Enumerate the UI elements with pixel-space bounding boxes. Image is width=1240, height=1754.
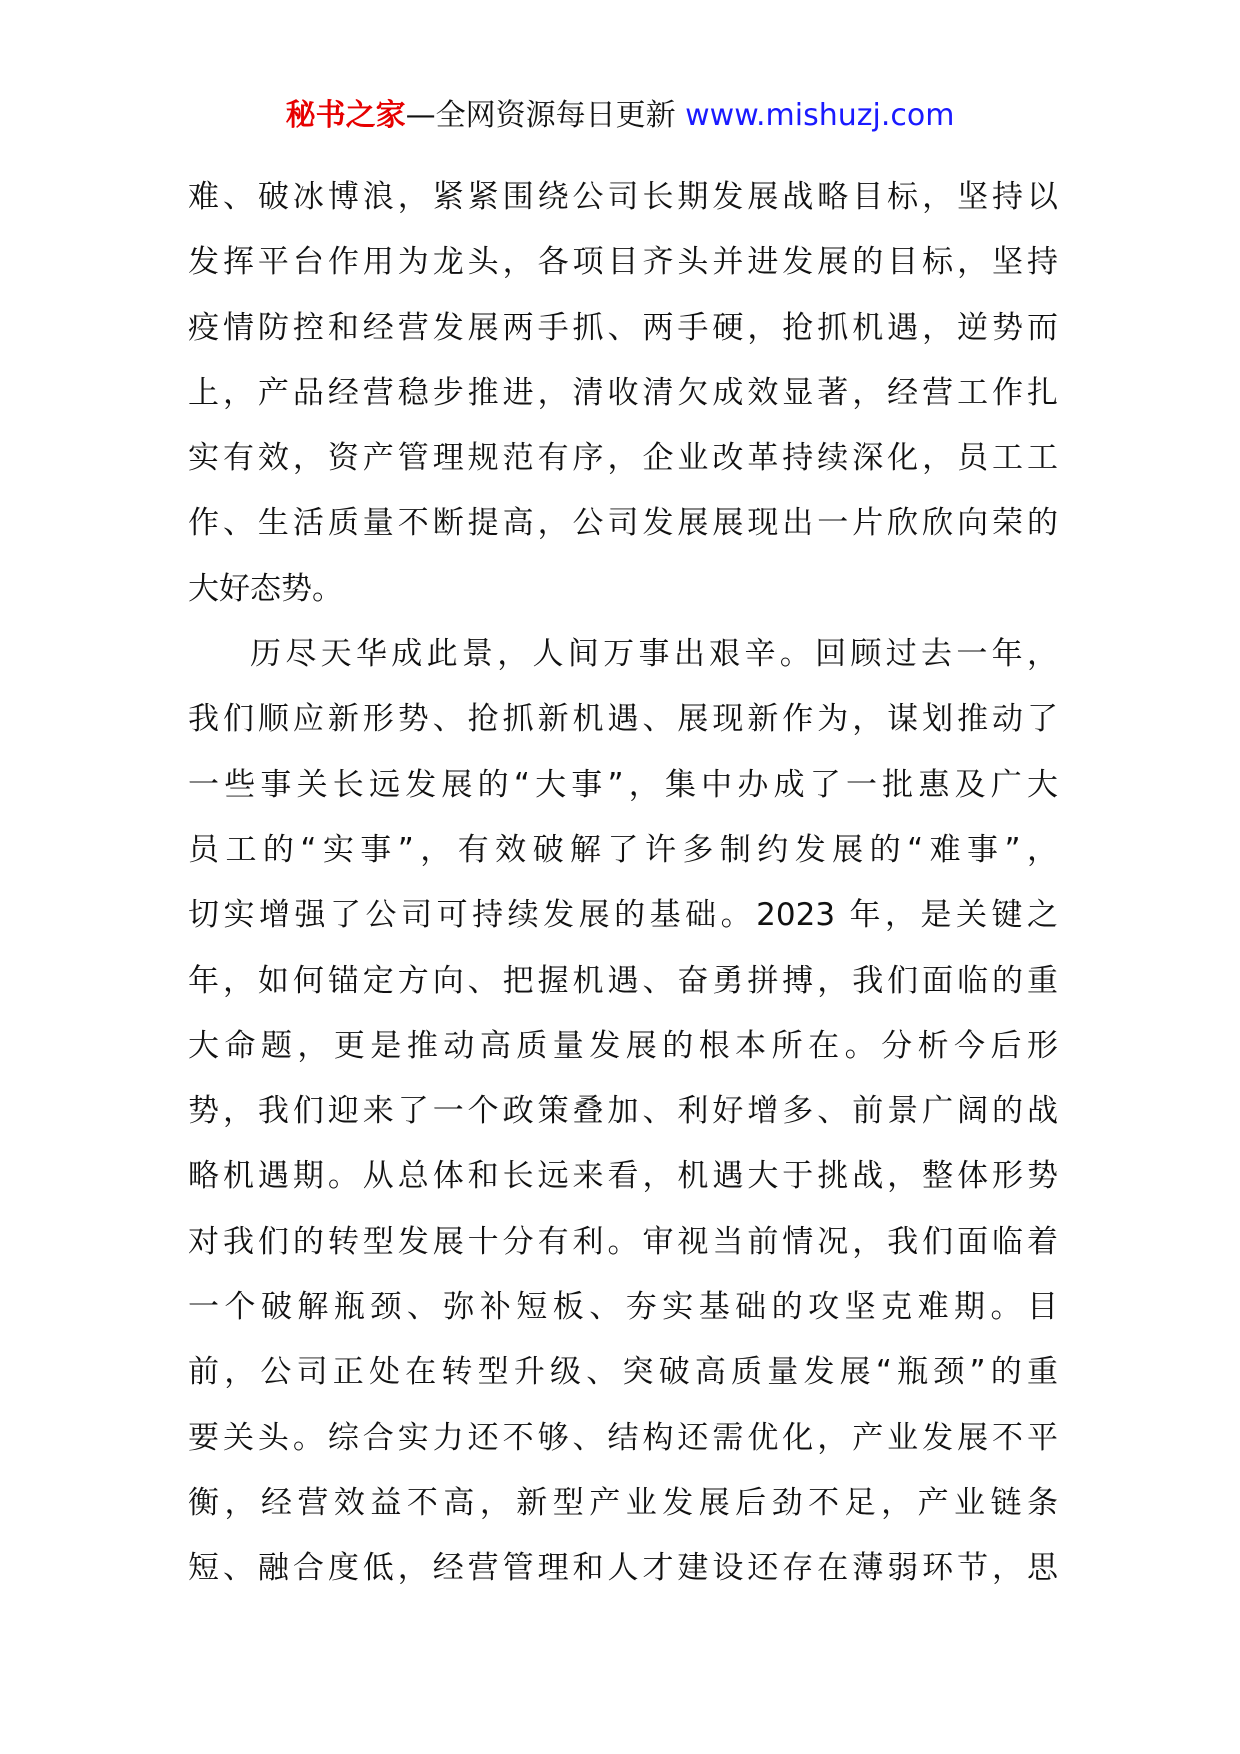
text-line: 势，我们迎来了一个政策叠加、利好增多、前景广阔的战 <box>188 1093 1058 1130</box>
text-line: 实有效，资产管理规范有序，企业改革持续深化，员工工 <box>188 440 1058 477</box>
text-line: 历尽天华成此景，人间万事出艰辛。回顾过去一年， <box>250 636 1058 673</box>
text-line: 年，如何锚定方向、把握机遇、奋勇拼搏，我们面临的重 <box>188 962 1058 999</box>
text-line: 难、破冰博浪，紧紧围绕公司长期发展战略目标，坚持以 <box>188 179 1058 215</box>
site-brand: 秘书之家 <box>285 98 406 133</box>
text-line: 对我们的转型发展十分有利。审视当前情况，我们面临着 <box>188 1223 1058 1260</box>
text-line: 短、融合度低，经营管理和人才建设还存在薄弱环节，思 <box>188 1550 1058 1587</box>
text-line: 上，产品经营稳步推进，清收清欠成效显著，经营工作扎 <box>188 374 1058 411</box>
text-line: 大好态势。 <box>188 570 343 607</box>
text-line: 一些事关长远发展的“大事”，集中办成了一批惠及广大 <box>188 766 1058 803</box>
text-line: 发挥平台作用为龙头，各项目齐头并进发展的目标，坚持 <box>188 244 1058 281</box>
paragraph-2 <box>188 622 1058 1601</box>
text-line: 作、生活质量不断提高，公司发展展现出一片欣欣向荣的 <box>188 505 1058 542</box>
text-line: 切实增强了公司可持续发展的基础。2023 年，是关键之 <box>188 897 1058 934</box>
document-body <box>188 165 1058 1602</box>
site-url-link[interactable]: www.mishuzj.com <box>685 98 955 133</box>
text-line: 一个破解瓶颈、弥补短板、夯实基础的攻坚克难期。目 <box>188 1289 1058 1326</box>
text-line: 员工的“实事”，有效破解了许多制约发展的“难事”， <box>188 831 1058 868</box>
site-slogan: —全网资源每日更新 <box>405 98 686 133</box>
paragraph-1 <box>188 165 1058 622</box>
text-line: 大命题，更是推动高质量发展的根本所在。分析今后形 <box>188 1027 1058 1064</box>
text-line: 略机遇期。从总体和长远来看，机遇大于挑战，整体形势 <box>188 1158 1058 1195</box>
text-line: 我们顺应新形势、抢抓新机遇、展现新作为，谋划推动了 <box>188 701 1058 738</box>
text-line: 前，公司正处在转型升级、突破高质量发展“瓶颈”的重 <box>188 1354 1058 1391</box>
text-line: 要关头。综合实力还不够、结构还需优化，产业发展不平 <box>188 1419 1058 1456</box>
text-line: 疫情防控和经营发展两手抓、两手硬，抢抓机遇，逆势而 <box>188 309 1058 346</box>
text-line: 衡，经营效益不高，新型产业发展后劲不足，产业链条 <box>188 1484 1058 1521</box>
site-header <box>0 96 1240 136</box>
